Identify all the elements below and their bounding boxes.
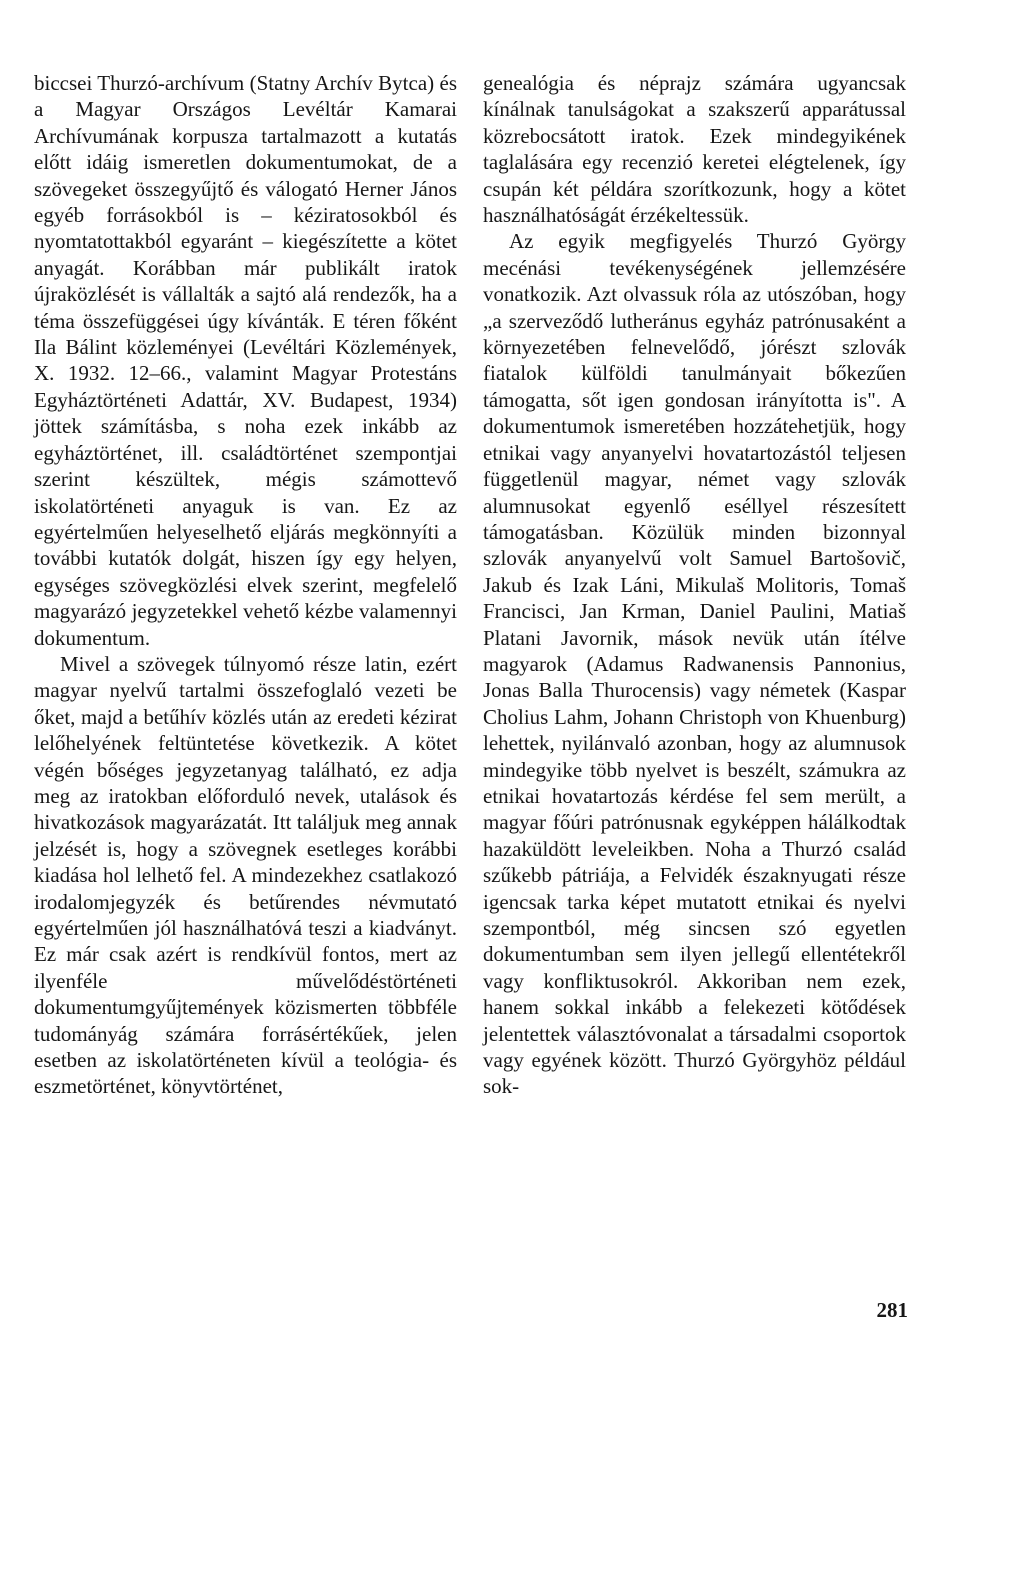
right-paragraph-1: genealógia és néprajz számára ugyancsak kínálnak tanulságokat a szakszerű apparátussal közrebocsátott iratok. Ezek mindegyikének taglalására egy recenzió keretei elégtelenek, így csupán két példára szorítkozunk, hogy a kötet használhatóságát érzékeltessük. [483, 71, 906, 228]
page-number: 281 [876, 1298, 908, 1322]
right-text-column [483, 70, 906, 1100]
left-paragraph-2: Mivel a szövegek túlnyomó része latin, ezért magyar nyelvű tartalmi összefoglaló vezeti be őket, majd a betűhív közlés után az eredeti kézirat lelőhelyének feltüntetése következik. A kötet végén bőséges jegyzetanyag található, ez adja meg az iratokban előforduló nevek, utalások és hivatkozások magyarázatát. Itt találjuk meg annak jelzését is, hogy a szövegnek esetleges korábbi kiadása hol lelhető fel. A mindezekhez csatlakozó irodalomjegyzék és betűrendes névmutató egyértelműen jól használhatóvá teszi a kiadványt. Ez már csak azért is rendkívül fontos, mert az ilyenféle művelődéstörténeti dokumentumgyűjtemények közismerten többféle tudományág számára forrásértékűek, jelen esetben az iskolatörténeten kívül a teológia- és eszmetörténet, könyvtörténet, [34, 651, 457, 1099]
left-paragraph-1: biccsei Thurzó-archívum (Statny Archív Bytca) és a Magyar Országos Levéltár Kamarai Archívumának korpusza tartalmazott a kutatás előtt idáig ismeretlen dokumentumokat, de a szövegeket összegyűjtő és válogató Herner János egyéb forrásokból is – kéziratosokból és nyomtatottakból egyaránt – kiegészítette a kötet anyagát. Korábban már publikált iratok újraközlését is vállalták a sajtó alá rendezők, ha a téma összefüggései úgy kívánták. E téren főként Ila Bálint közleményei (Levéltári Közlemények, X. 1932. 12–66., valamint Magyar Protestáns Egyháztörténeti Adattár, XV. Budapest, 1934) jöttek számításba, s noha ezek inkább az egyháztörténet, ill. családtörténet szempontjai szerint készültek, mégis számottevő iskolatörténeti anyaguk is van. Ez az egyértelműen helyeselhető eljárás megkönnyíti a további kutatók dolgát, hiszen így egy helyen, egységes szövegközlési elvek szerint, megfelelő magyarázó jegyzetekkel vehető kézbe valamennyi dokumentum. [34, 71, 457, 650]
left-text-column [34, 70, 457, 1100]
right-paragraph-2: Az egyik megfigyelés Thurzó György mecénási tevékenységének jellemzésére vonatkozik. Azt olvassuk róla az utószóban, hogy „a szerveződő lutheránus egyház patrónusaként a környezetében felnevelődő, jórészt szlovák fiatalok külföldi tanulmányait bőkezűen támogatta, sőt igen gondosan irányította is". A dokumentumok ismeretében hozzátehetjük, hogy etnikai vagy anyanyelvi hovatartozástól teljesen függetlenül magyar, német vagy szlovák alumnusokat egyenlő eséllyel részesített támogatásban. Közülük minden bizonnyal szlovák anyanyelvű volt Samuel Bartošovič, Jakub és Izak Láni, Mikulaš Molitoris, Tomaš Francisci, Jan Krman, Daniel Paulini, Matiaš Platani Javornik, mások nevük után ítélve magyarok (Adamus Radwanensis Pannonius, Jonas Balla Thurocensis) vagy németek (Kaspar Cholius Lahm, Johann Christoph von Khuenburg) lehettek, nyilánvaló azonban, hogy az alumnusok mindegyike több nyelvet is beszélt, számukra az etnikai hovatartozás kérdése fel sem merült, a magyar főúri patrónusnak egyképpen hálálkodtak hazaküldött leveleikben. Noha a Thurzó család szűkebb pátriája, a Felvidék északnyugati része igencsak tarka képet mutatott etnikai és nyelvi szempontból, még sincsen szó egyetlen dokumentumban sem ilyen jellegű ellentétekről vagy konfliktusokról. Akkoriban nem ezek, hanem sokkal inkább a felekezeti kötődések jelentettek választóvonalat a társadalmi csoportok vagy egyének között. Thurzó Györgyhöz például sok- [483, 229, 906, 1099]
